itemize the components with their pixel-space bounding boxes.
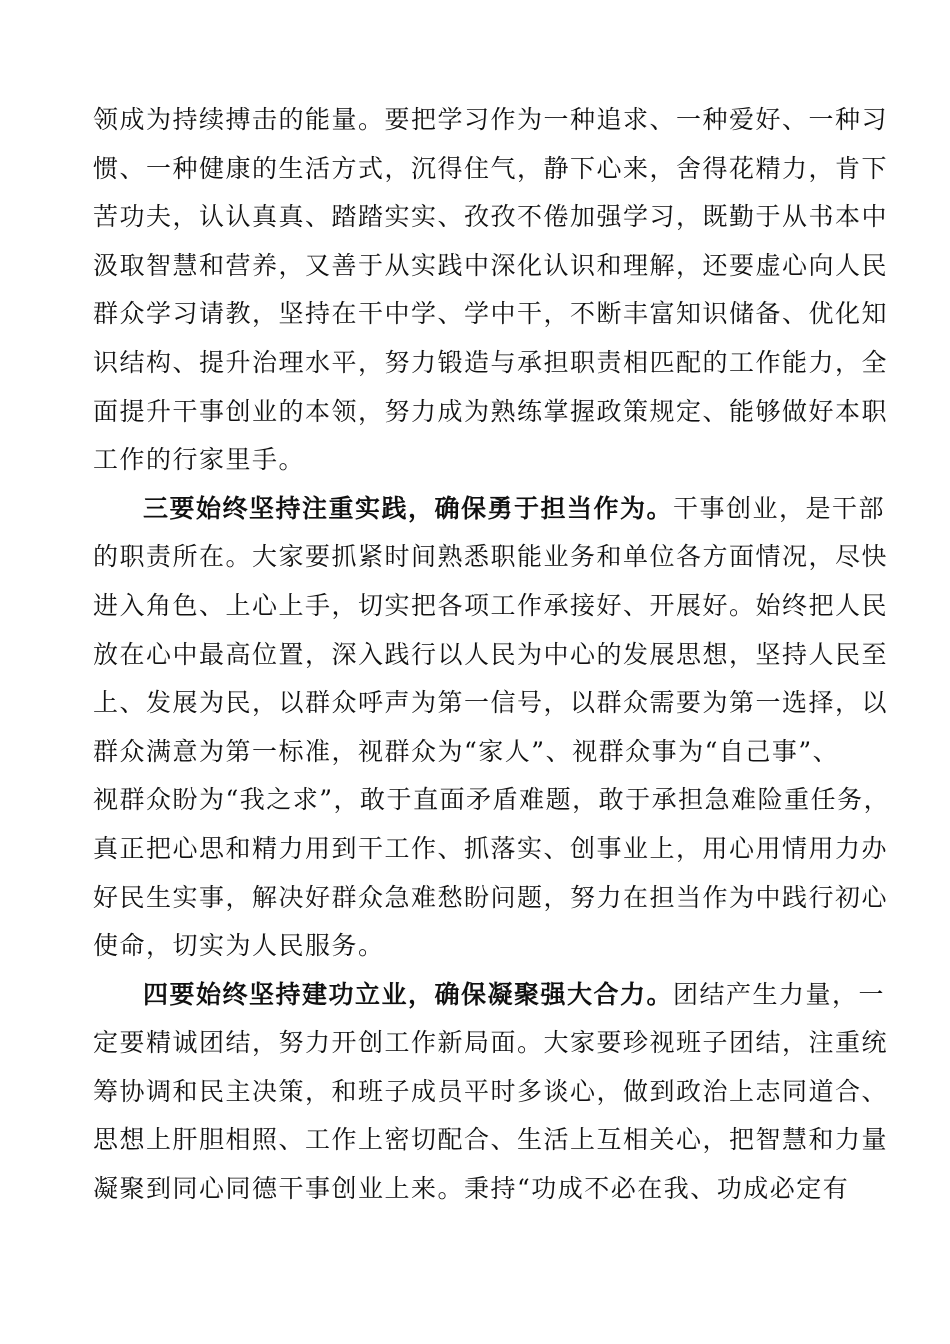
text-line: 上、发展为民，以群众呼声为第一信号，以群众需要为第一选择，以 xyxy=(93,688,889,718)
paragraph-first-line xyxy=(93,971,886,1020)
text-line: 使命，切实为人民服务。 xyxy=(93,931,385,961)
text-line: 群众学习请教，坚持在干中学、学中干，不断丰富知识储备、优化知 xyxy=(93,299,889,329)
text-line: 识结构、提升治理水平，努力锻造与承担职责相匹配的工作能力，全 xyxy=(93,347,889,377)
paragraph-lead-text: 干事创业，是干部 xyxy=(673,493,886,523)
text-line: 放在心中最高位置，深入践行以人民为中心的发展思想，坚持人民至 xyxy=(93,639,889,669)
paragraph-first-line xyxy=(93,485,886,534)
paragraph-3 xyxy=(93,971,889,1214)
text-line: 好民生实事，解决好群众急难愁盼问题，努力在担当作为中践行初心 xyxy=(93,882,889,912)
text-line: 凝聚到同心同德干事创业上来。秉持“功成不必在我、功成必定有 xyxy=(93,1174,850,1204)
text-line: 领成为持续搏击的能量。要把学习作为一种追求、一种爱好、一种习 xyxy=(93,105,889,134)
text-line: 的职责所在。大家要抓紧时间熟悉职能业务和单位各方面情况，尽快 xyxy=(93,542,889,572)
text-line: 思想上肝胆相照、工作上密切配合、生活上互相关心，把智慧和力量 xyxy=(93,1125,889,1155)
text-line: 面提升干事创业的本领，努力成为熟练掌握政策规定、能够做好本职 xyxy=(93,396,889,426)
text-line: 视群众盼为“我之求”，敢于直面矛盾难题，敢于承担急难险重任务， xyxy=(93,785,891,815)
text-line: 真正把心思和精力用到干工作、抓落实、创事业上，用心用情用力办 xyxy=(93,833,889,863)
text-line: 进入角色、上心上手，切实把各项工作承接好、开展好。始终把人民 xyxy=(93,590,889,620)
paragraph-1 xyxy=(93,96,889,485)
text-line: 工作的行家里手。 xyxy=(93,445,306,475)
paragraph-lead-text: 团结产生力量，一 xyxy=(673,979,886,1009)
paragraph-2 xyxy=(93,485,891,971)
text-line: 群众满意为第一标准，视群众为“家人”、视群众事为“自己事”、 xyxy=(93,736,840,766)
text-line: 筹协调和民主决策，和班子成员平时多谈心，做到政治上志同道合、 xyxy=(93,1076,889,1106)
paragraph-heading: 四要始终坚持建功立业，确保凝聚强大合力。 xyxy=(143,979,674,1009)
text-line: 定要精诚团结，努力开创工作新局面。大家要珍视班子团结，注重统 xyxy=(93,1028,889,1058)
text-line: 惯、一种健康的生活方式，沉得住气，静下心来，舍得花精力，肯下 xyxy=(93,153,889,183)
text-line: 汲取智慧和营养，又善于从实践中深化认识和理解，还要虚心向人民 xyxy=(93,250,889,280)
paragraph-heading: 三要始终坚持注重实践，确保勇于担当作为。 xyxy=(143,493,674,523)
text-line: 苦功夫，认认真真、踏踏实实、孜孜不倦加强学习，既勤于从书本中 xyxy=(93,202,889,232)
document-body xyxy=(93,96,891,1214)
